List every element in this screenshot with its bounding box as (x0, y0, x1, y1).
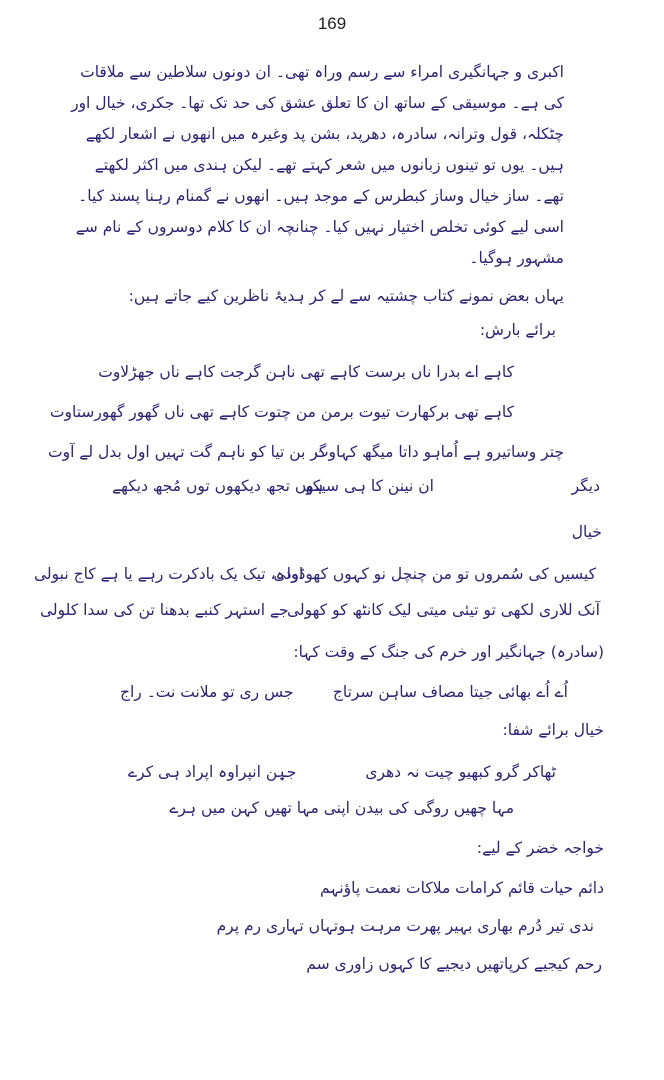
shifa-heading: خیال برائے شفا: (502, 721, 604, 739)
rain-verse-left: گر بن تیا کو ناہم گت تہیں اول بدل لے آوت (48, 443, 327, 461)
khayal-verse-left: جے استہر کنبے بدھنا تن کی سدا کلولی (40, 601, 289, 619)
other-verse-left: ہوں تجھ دیکھوں توں مُجھ دیکھے (112, 477, 324, 495)
rain-verse: کاہے تھی برکھارت تیوت برمن من چتوت کاہے تھی ناں گھور گھورستاوت (49, 403, 514, 421)
rain-verse-right: چتر وساتیرو ہے اُماہو داتا میگھ کہاوت (313, 443, 564, 461)
page-number: 169 (317, 14, 347, 33)
khizr-verse: رحم کیجیے کرپاتھیں دیجیے کا کہوں زاوری سم (306, 955, 602, 973)
khayal-heading: خیال (571, 523, 602, 541)
paragraph-line: تھے۔ ساز خیال وساز کبطرس کے موجد ہیں۔ انھوں نے گمنام رہنا پسند کیا۔ (78, 187, 564, 205)
sadra-verse-right: اُے اُے بھائی جیتا مصاف ساہن سرتاج (332, 683, 568, 701)
other-verse-right: ان نینن کا ہی سیکھ (303, 477, 434, 495)
khizr-verse: ندی تیر دُرم بھاری بہیر پھرت مرہت ہوتہاں تہاری رم پرم (216, 917, 594, 935)
paragraph-line: اکبری و جہانگیری امراء سے رسم وراہ تھی۔ ان دونوں سلاطین سے ملاقات (80, 63, 564, 81)
khizr-verse: دائم حیات قائم کرامات ملاکات نعمت پاؤنہم (319, 879, 604, 897)
paragraph-line: ہیں۔ یوں تو تینوں زبانوں میں شعر کہتے تھے۔ لیکن ہندی میں اکثر لکھتے (94, 156, 564, 174)
sadra-heading: (سادرہ) جہانگیر اور خرم کی جنگ کے وقت کہا: (293, 643, 604, 661)
other-label: دیگر (571, 477, 600, 495)
khayal-verse-left: اودہ، تیک یک بادکرت رہے یا ہے کاج نبولی (34, 565, 304, 583)
shifa-verse-left: جیٖن انپراوہ اپراد ہی کرے (128, 763, 297, 781)
rain-verse: کاہے اے بدرا ناں برست کاہے تھی ناہن گرجت کاہے ناں جھڑلاوت (98, 363, 514, 381)
shifa-verse-right: ٹھاکر گرو کبھیو چیت نہ دھری (365, 763, 556, 781)
shifa-verse: مہا چھیں روگی کی بیدن اپنی مہا تھیں کہن میں ہرے (169, 799, 514, 817)
paragraph-line: چٹکلہ، قول وترانہ، سادرہ، دھرپد، بشن پد وغیرہ میں انھوں نے اشعار لکھے (85, 125, 564, 143)
paragraph-line: اسی لیے کوئی تخلص اختیار نہیں کیا۔ چنانچہ ان کا کلام دوسروں کے نام سے (75, 218, 564, 236)
khayal-verse-right: کیسیں کی سُمروں تو من چنچل نو کہوں کھوڈولی (273, 565, 596, 583)
paragraph-line: کی ہے۔ موسیقی کے ساتھ ان کا تعلق عشق کی حد تک تھا۔ جکری، خیال اور (71, 94, 564, 112)
khizr-heading: خواجہ خضر کے لیے: (476, 839, 604, 857)
khayal-verse-right: آنک للاری لکھی تو تیئی میتی لیک کانٹھ کو کھولی (287, 601, 600, 619)
intro-text: یہاں بعض نمونے کتاب چشتیہ سے لے کر ہدیۂ ناظرین کیے جاتے ہیں: (128, 287, 564, 305)
paragraph-line: مشہور ہوگیا۔ (469, 249, 564, 267)
sadra-verse-left: جس ری تو ملانت نت۔ راج (120, 683, 294, 701)
rain-heading: برائے بارش: (479, 321, 556, 339)
